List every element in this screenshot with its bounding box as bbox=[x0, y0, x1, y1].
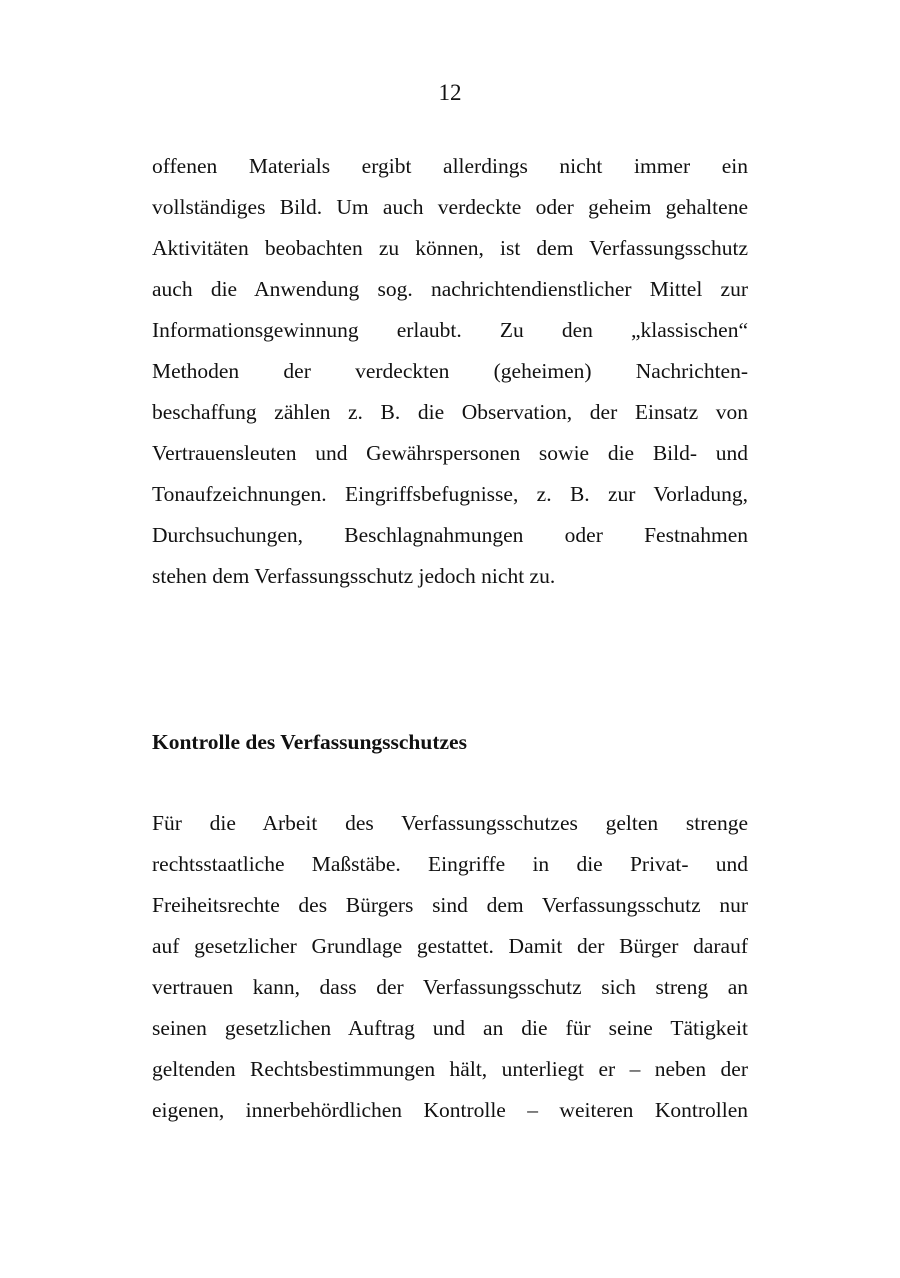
text-line: Für die Arbeit des Verfassungsschutzes gelten strenge bbox=[152, 811, 748, 835]
paragraph-2 bbox=[152, 803, 748, 1131]
text-line: vollständiges Bild. Um auch verdeckte oder geheim gehaltene bbox=[152, 195, 748, 219]
page-number: 12 bbox=[438, 80, 462, 105]
text-line: Durchsuchungen, Beschlagnahmungen oder Festnahmen bbox=[152, 523, 748, 547]
text-line: Informationsgewinnung erlaubt. Zu den „klassischen“ bbox=[152, 318, 748, 342]
text-line: beschaffung zählen z. B. die Observation, der Einsatz von bbox=[152, 400, 748, 424]
text-line: rechtsstaatliche Maßstäbe. Eingriffe in die Privat- und bbox=[152, 852, 748, 876]
text-line: seinen gesetzlichen Auftrag und an die für seine Tätigkeit bbox=[152, 1016, 748, 1040]
text-line: auch die Anwendung sog. nachrichtendienstlicher Mittel zur bbox=[152, 277, 748, 301]
paragraph-1 bbox=[152, 146, 748, 597]
text-line: Vertrauensleuten und Gewährspersonen sowie die Bild- und bbox=[152, 441, 748, 465]
text-line: eigenen, innerbehördlichen Kontrolle – weiteren Kontrollen bbox=[152, 1098, 748, 1122]
text-line: Aktivitäten beobachten zu können, ist dem Verfassungsschutz bbox=[152, 236, 748, 260]
text-line: Methoden der verdeckten (geheimen) Nachrichten- bbox=[152, 359, 748, 383]
text-line: Tonaufzeichnungen. Eingriffsbefugnisse, z. B. zur Vorladung, bbox=[152, 482, 748, 506]
text-line: auf gesetzlicher Grundlage gestattet. Damit der Bürger darauf bbox=[152, 934, 748, 958]
section-heading: Kontrolle des Verfassungsschutzes bbox=[152, 730, 467, 754]
text-line: Freiheitsrechte des Bürgers sind dem Verfassungsschutz nur bbox=[152, 893, 748, 917]
text-line: stehen dem Verfassungsschutz jedoch nicht zu. bbox=[152, 564, 556, 588]
text-line: offenen Materials ergibt allerdings nicht immer ein bbox=[152, 154, 748, 178]
text-line: geltenden Rechtsbestimmungen hält, unterliegt er – neben der bbox=[152, 1057, 748, 1081]
text-line: vertrauen kann, dass der Verfassungsschutz sich streng an bbox=[152, 975, 748, 999]
